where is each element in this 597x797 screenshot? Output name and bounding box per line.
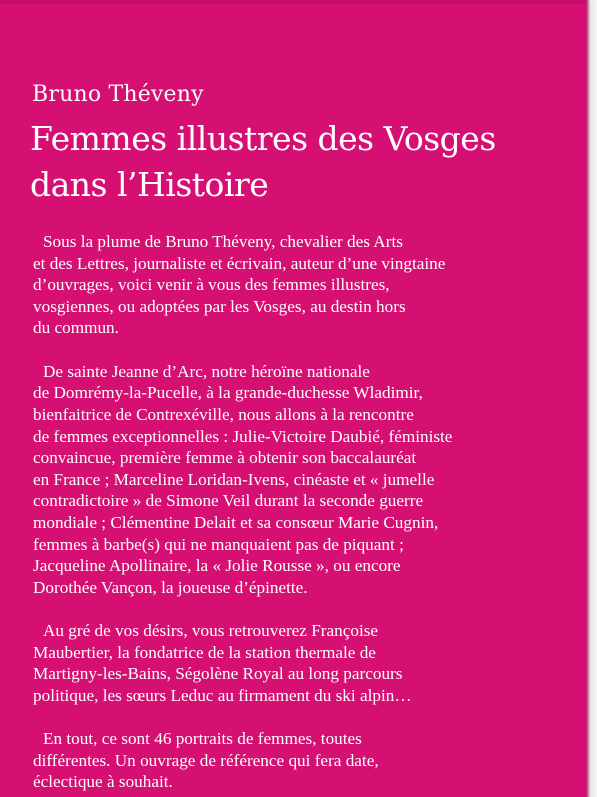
blurb-line: différentes. Un ouvrage de référence qui fera date,: [33, 750, 379, 770]
blurb-line: De sainte Jeanne d’Arc, notre héroïne nationale: [43, 361, 370, 381]
blurb-line: Au gré de vos désirs, vous retrouverez Françoise: [43, 621, 379, 641]
blurb-paragraph: [33, 231, 553, 339]
blurb-line: Sous la plume de Bruno Théveny, chevalier des Arts: [43, 232, 403, 251]
blurb-line: vosgiennes, ou adoptées par les Vosges, au destin hors: [33, 296, 406, 316]
blurb: [33, 231, 553, 797]
blurb-line: du commun.: [33, 318, 119, 338]
blurb-line: éclectique à souhait.: [33, 772, 173, 792]
blurb-line: bienfaitrice de Contrexéville, nous allons à la rencontre: [33, 404, 414, 424]
blurb-line: femmes à barbe(s) qui ne manquaient pas de piquant ;: [33, 534, 404, 554]
blurb-paragraph: [33, 361, 553, 599]
blurb-line: En tout, ce sont 46 portraits de femmes, toutes: [43, 729, 362, 749]
page-edge: [586, 0, 597, 797]
blurb-paragraph: [33, 620, 553, 706]
blurb-line: politique, les sœurs Leduc au firmament du ski alpin…: [33, 685, 412, 705]
blurb-line: et des Lettres, journaliste et écrivain, auteur d’une vingtaine: [33, 253, 446, 273]
blurb-line: Martigny-les-Bains, Ségolène Royal au long parcours: [33, 664, 403, 684]
blurb-line: Jacqueline Apollinaire, la « Jolie Rousse », ou encore: [33, 556, 401, 576]
book-title: [30, 116, 570, 208]
blurb-line: convaincue, première femme à obtenir son baccalauréat: [33, 448, 417, 468]
title-line: dans l’Histoire: [30, 165, 269, 204]
blurb-line: contradictoire » de Simone Veil durant la seconde guerre: [33, 491, 424, 511]
top-edge: [0, 0, 586, 4]
blurb-line: de Domrémy-la-Pucelle, à la grande-duchesse Wladimir,: [33, 383, 423, 403]
blurb-line: mondiale ; Clémentine Delait et sa consœur Marie Cugnin,: [33, 512, 439, 532]
blurb-line: d’ouvrages, voici venir à vous des femmes illustres,: [33, 275, 390, 295]
blurb-line: Maubertier, la fondatrice de la station thermale de: [33, 642, 376, 662]
blurb-line: Dorothée Vançon, la joueuse d’épinette.: [33, 577, 308, 597]
blurb-line: en France ; Marceline Loridan-Ivens, cinéaste et « jumelle: [33, 469, 435, 489]
blurb-paragraph: [33, 728, 553, 793]
author-name: Bruno Théveny: [32, 82, 204, 107]
title-line: Femmes illustres des Vosges: [30, 119, 496, 158]
blurb-line: de femmes exceptionnelles : Julie-Victoire Daubié, féministe: [33, 426, 453, 446]
